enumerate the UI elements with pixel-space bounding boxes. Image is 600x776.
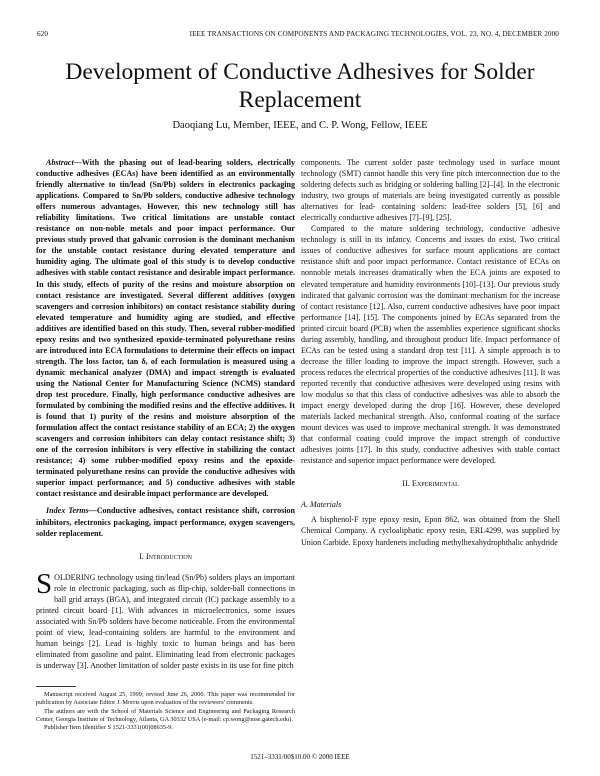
- right-column: [301, 157, 560, 548]
- page-number: 620: [37, 30, 49, 38]
- left-column: [36, 157, 295, 671]
- abstract-label: Abstract—: [46, 158, 82, 167]
- drop-cap: S: [36, 567, 53, 600]
- section-heading-introduction: I. Introduction: [138, 551, 192, 561]
- footnote-affiliation: The authors are with the School of Materials Science and Engineering and Packaging Research Center, Georgia Institute of Technology, Atlanta, GA 30332 USA (e-mail: cp.wong@mse.gatech.edu).: [36, 707, 295, 723]
- author-line: Daoqiang Lu, Member, IEEE, and C. P. Wong, Fellow, IEEE: [172, 120, 428, 131]
- index-terms-text: Conductive adhesives, contact resistance shift, corrosion inhibitors, electronics packaging, impact performance, oxygen scavengers, solder replacement.: [36, 506, 295, 538]
- paper-title: Development of Conductive Adhesives for Solder Replacement: [65, 59, 535, 113]
- footnote: [36, 691, 295, 732]
- index-terms: [36, 505, 295, 538]
- subsection-heading-materials: A. Materials: [301, 500, 342, 510]
- materials-paragraph: A bisphenol-F type epoxy resin, Epon 862, was obtained from the Shell Chemical Company. A cycloaliphatic epoxy resin, ERL4299, was supplied by Union Carbide. Epoxy hardeners including methylhexahydrophthalic anhydride: [301, 515, 560, 547]
- footnote-rule: [36, 686, 76, 687]
- intro-paragraph-1: [36, 567, 295, 671]
- intro-text-1: technology using tin/lead (Sn/Pb) solders plays an important role in electronic packaging, such as flip-chip, solder-ball connections in ball grid arrays (BGA), and integrated circuit (IC) package assembly to a printed circuit board [1]. With advances in microelectronics, some issues associated with Sn/Pb solders have become noticeable. From the environmental point of view, lead-containing solders are harmful to the environment and human beings [2]. Lead is highly toxic to human beings and has been eliminated from gasoline and paint. Eliminating lead from electronic packages is underway [3]. Another limitation of solder paste exists in its use for fine pitch: [36, 572, 295, 671]
- copyright-line: 1521–3331/00$10.00 © 2000 IEEE: [250, 753, 350, 761]
- abstract: [36, 157, 295, 499]
- intro-lead-word: OLDERING: [54, 572, 96, 582]
- running-header: IEEE TRANSACTIONS ON COMPONENTS AND PACKAGING TECHNOLOGIES, VOL. 23, NO. 4, DECEMBER 2000: [189, 30, 559, 38]
- intro-paragraph-2: Compared to the mature soldering technology, conductive adhesive technology is still in its infancy. Concerns and issues do exist. Two critical issues of conductive adhesives for surface mount applications are contact resistance shift and poor impact performance. Contact resistance of ECAs on nonnoble metals increases dramatically when the ECA joints are exposed to elevated temperature and humidity environments [10]–[13]. Our previous study indicated that galvanic corrosion was the dominant mechanism for the increase of contact resistance [12]. Also, current conductive adhesives have poor impact performance [14], [15]. The components joined by ECAs separated from the printed circuit board (PCB) when the assemblies experience significant shocks during assembly, handling, and throughout product life. Impact performance of ECAs can be tested using a standard drop test [11]. A simple approach is to decrease the filler loading to improve the impact strength. However, such a process reduces the electrical properties of the conductive adhesives [11]. It was reported recently that conductive adhesives were developed using resins with low modulus so that this class of conductive adhesives was able to absorb the impact energy developed during the drop [16]. However, these developed materials lacked mechanical strength. Also, conformal coating of the surface mount devices was used to improve mechanical strength. It was demonstrated that conformal coating could improve the impact strength of conductive adhesives joints [17]. In this study, conductive adhesives with stable contact resistance and superior impact performance were developed.: [301, 224, 560, 466]
- index-terms-label: Index Terms—: [46, 506, 97, 516]
- section-heading-experimental: II. Experimental: [402, 479, 459, 489]
- intro-paragraph-1-continued: components. The current solder paste technology used in surface mount technology (SMT) cannot handle this very fine pitch interconnection due to the soldering defects such as bridging or soldering balling [2]–[4]. In the electronic industry, two groups of materials are being investigated currently as possible alternatives for lead- containing solders: lead-free solders [5], [6] and electrically conductive adhesives [7]–[9], [25].: [301, 158, 560, 223]
- footnote-received: Manuscript received August 25, 1999; revised June 26, 2000. This paper was recommended for publication by Associate Editor J. Morris upon evaluation of the reviewers' comments.: [36, 691, 295, 707]
- footnote-identifier: Publisher Item Identifier S 1521-3331(00)08635-9.: [44, 724, 173, 732]
- abstract-text: With the phasing out of lead-bearing solders, electrically conductive adhesives (ECAs) have been identified as an environmentally friendly alternative to tin/lead (Sn/Pb) solders in electronics packaging applications. Compared to Sn/Pb solders, conductive adhesive technology offers numerous advantages. However, this new technology still has reliability limitations. Two critical limitations are unstable contact resistance on non-noble metals and poor impact performance. Our previous study proved that galvanic corrosion is the dominant mechanism for the unstable contact resistance during elevated temperature and humidity aging. The ultimate goal of this study is to develop conductive adhesives with stable contact resistance and desirable impact performance. In this study, effects of purity of the resins and moisture absorption on contact resistance are investigated. Several different additives (oxygen scavengers and corrosion inhibitors) on contact resistance stability during elevated temperature and humidity aging are studied, and effective additives are identified based on this study. Then, several rubber-modified epoxy resins and two synthesized epoxide-terminated polyurethane resins are introduced into ECA formulations to determine their effects on impact strength. The loss factor, tan δ, of each formulation is measured using a dynamic mechanical analyzer (DMA) and impact strength is evaluated using the National Center for Manufacturing Science (NCMS) standard drop test procedure. Finally, high performance conductive adhesives are formulated by combining the modified resins and the effective additives. It is found that 1) purity of the resins and moisture absorption of the formulation affect the contact resistance stability of an ECA; 2) the oxygen scavengers and corrosion inhibitors can delay contact resistance shift; 3) one of the corrosion inhibitors is very effective in stabilizing the contact resistance; 4) some rubber-modified epoxy resins and the epoxide-terminated polyurethane resins can provide the conductive adhesives with superior impact performance; and 5) conductive adhesives with stable contact resistance and desirable impact performance are developed.: [36, 158, 295, 499]
